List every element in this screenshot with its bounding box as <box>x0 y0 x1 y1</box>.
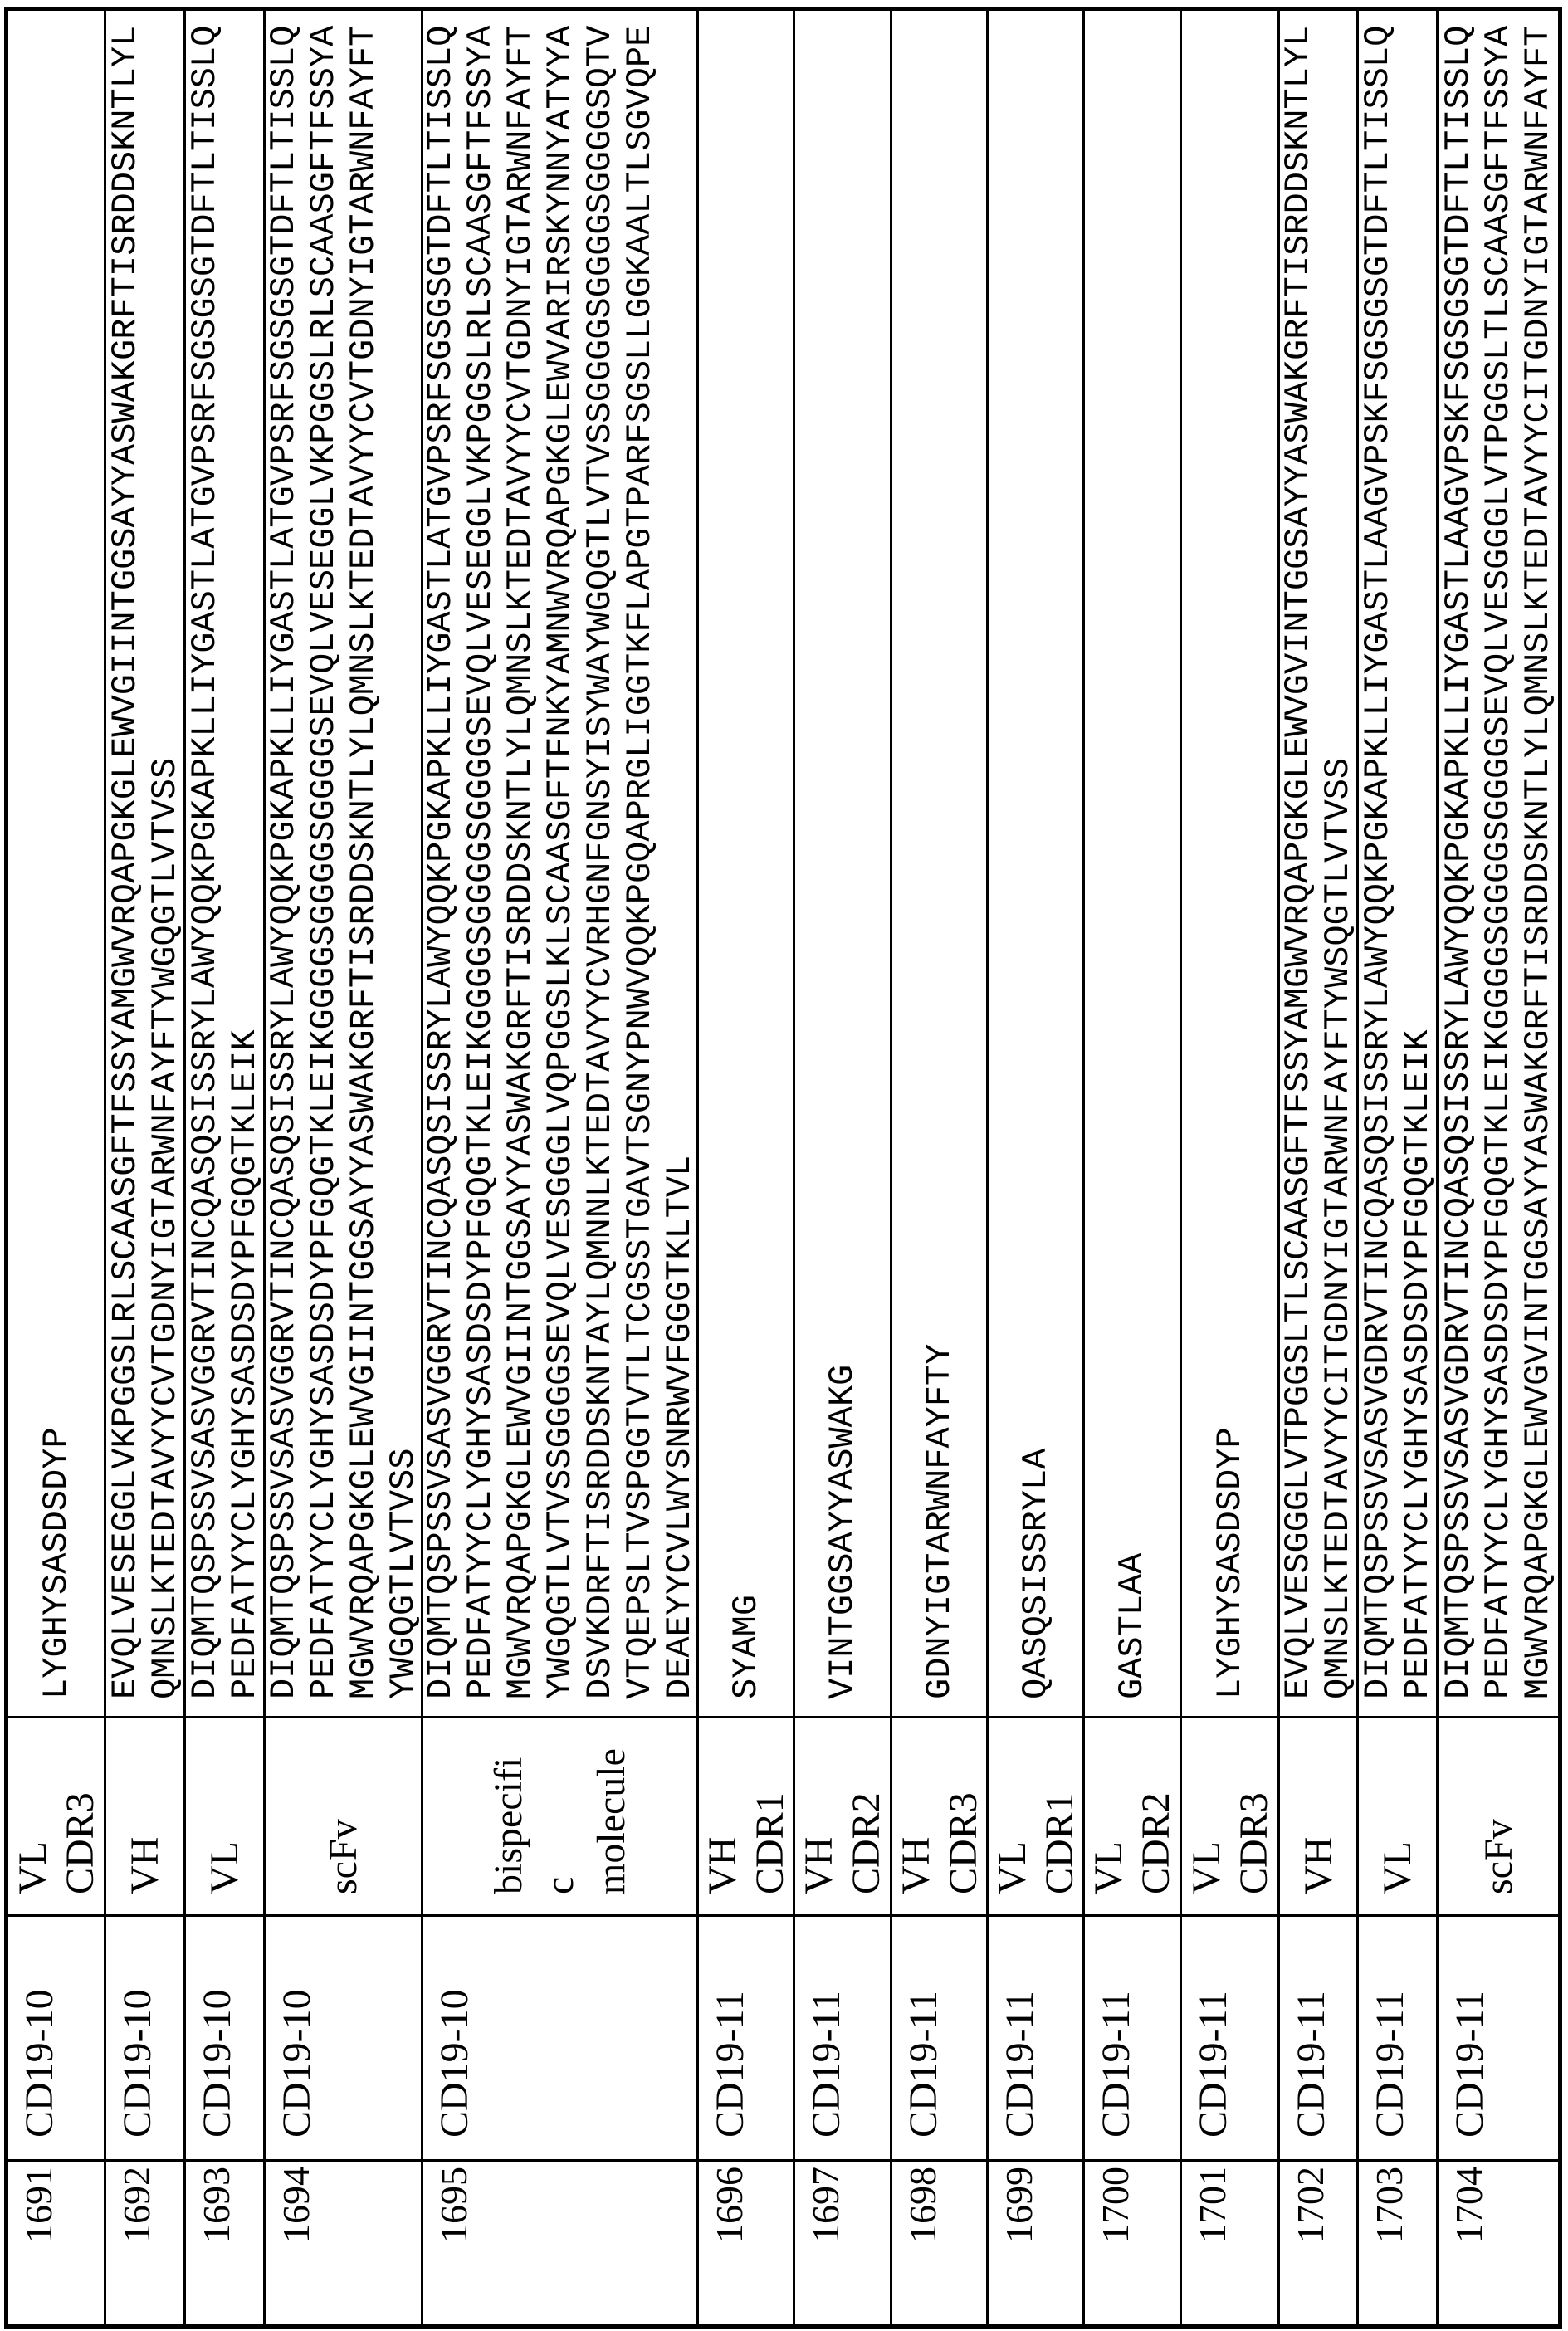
sequence-cell <box>106 11 183 1716</box>
sequence-cell <box>1359 11 1436 1716</box>
region-type-line: CDR2 <box>843 1718 890 1894</box>
region-type-cell <box>186 1716 263 1914</box>
region-type-cell <box>989 1716 1082 1914</box>
molecule-name-cell: CD19-11 <box>1085 1914 1180 2159</box>
sequence-line: MGWVRQAPGKGLEWVGIINTGGSAYYASWAKGRFTISRDDSKNTLYLQMNSLKTEDTAVYYCVTGDNYIGTARWNFAYFT <box>501 11 540 1699</box>
sequence-line: LYGHYSASDSDYP <box>37 11 76 1699</box>
sequence-line: DIQMTQSPSSVSASVGDRVTINCQASQSISSRYLAWYQQKPGKAPKLLIYGASTLAAGVPSKFSGSGSGTDFTLTISSLQ <box>1439 11 1478 1699</box>
region-type-cell <box>1085 1716 1180 1914</box>
sequence-cell <box>892 11 986 1716</box>
table-row <box>8 11 106 2324</box>
region-type-line: CDR3 <box>1230 1718 1277 1894</box>
table-row <box>1182 11 1280 2324</box>
region-type-line: VL <box>9 1718 56 1894</box>
molecule-name-cell: CD19-10 <box>8 1914 104 2159</box>
sequence-cell <box>1280 11 1356 1716</box>
table-row <box>266 11 423 2324</box>
seq-id-cell: 1694 <box>266 2159 421 2324</box>
region-type-line: scFv <box>1475 1718 1522 1894</box>
molecule-name-cell: CD19-11 <box>989 1914 1082 2159</box>
region-type-cell <box>1280 1716 1356 1914</box>
sequence-table <box>8 11 1558 2324</box>
sequence-line: PEDFATYYCLYGHYSASDSDYPFGQGTKLEIKGGGGSGGGGSGGGGSEVQLVESEGGLVKPGGSLRLSCAASGFTFSSYA <box>304 11 344 1699</box>
seq-id-cell: 1700 <box>1085 2159 1180 2324</box>
table-row <box>1359 11 1439 2324</box>
region-type-line: VL <box>1183 1718 1230 1894</box>
seq-id-cell: 1698 <box>892 2159 986 2324</box>
molecule-name-cell: CD19-11 <box>892 1914 986 2159</box>
region-type-line: CDR1 <box>1036 1718 1083 1894</box>
sequence-line: DEAEYYCVLWYSNRWVFGGGTKLTVL <box>660 11 700 1699</box>
sequence-line: GASTLAA <box>1112 11 1152 1699</box>
region-type-line: CDR3 <box>940 1718 987 1894</box>
region-type-line: VL <box>201 1718 248 1894</box>
sequence-line: VTQEPSLTVSPGGTVTLTCGSSTGAVTSGNYPNWVQQKPGQAPRGLIGGTKFLAPGTPARFSGSLLGGKAALTLSGVQPE <box>620 11 660 1699</box>
molecule-name-cell: CD19-10 <box>423 1914 696 2159</box>
sequence-line: QMNSLKTEDTAVYYCITGDNYIGTARWNFAYFTYWSQGTLVTVSS <box>1318 11 1358 1699</box>
seq-id-cell: 1703 <box>1359 2159 1436 2324</box>
molecule-name-cell: CD19-11 <box>699 1914 793 2159</box>
region-type-cell <box>1359 1716 1436 1914</box>
table-row <box>1280 11 1359 2324</box>
table-row <box>795 11 892 2324</box>
seq-id-cell: 1702 <box>1280 2159 1356 2324</box>
molecule-name-cell: CD19-11 <box>1439 1914 1558 2159</box>
molecule-name-cell: CD19-11 <box>1280 1914 1356 2159</box>
seq-id-cell: 1693 <box>186 2159 263 2324</box>
rotated-page <box>0 0 1568 2331</box>
sequence-line: DSVKDRFTISRDDSKNTAYLQMNNLKTEDTAVYYCVRHGNFGNSYISYWAYWGQGTLVTVSSGGGGSGGGGSGGGGSQTV <box>580 11 620 1699</box>
region-type-line: bispecifi <box>483 1718 535 1894</box>
table-row <box>1439 11 1558 2324</box>
region-type-line: VL <box>989 1718 1036 1894</box>
sequence-cell <box>186 11 263 1716</box>
table-row <box>106 11 186 2324</box>
region-type-cell <box>266 1716 421 1914</box>
sequence-line: EVQLVESGGGLVTPGGSLTLSCAASGFTFSSYAMGWVRQAPGKGLEWVGVINTGGSAYYASWAKGRFTISRDDSKNTLYL <box>1278 11 1318 1699</box>
table-row <box>892 11 989 2324</box>
region-type-line: c <box>535 1718 586 1894</box>
molecule-name-cell: CD19-10 <box>186 1914 263 2159</box>
sequence-cell <box>989 11 1082 1716</box>
table-row <box>989 11 1085 2324</box>
sequence-cell <box>1182 11 1277 1716</box>
sequence-line: YWGQGTLVTVSSGGGGSEVQLVESGGGLVQPGGSLKLSCAASGFTFNKYAMNWVRQAPGKGLEWVARIRSKYNNYATYYA <box>540 11 580 1699</box>
region-type-line: VH <box>121 1718 169 1894</box>
seq-id-cell: 1691 <box>8 2159 104 2324</box>
region-type-line: CDR3 <box>56 1718 104 1894</box>
sequence-line: YWGQGTLVTVSS <box>383 11 423 1699</box>
sequence-cell <box>266 11 421 1716</box>
seq-id-cell: 1699 <box>989 2159 1082 2324</box>
sequence-line: DIQMTQSPSSVSASVGGRVTINCQASQSISSRYLAWYQQKPGKAPKLLIYGASTLATGVPSRFSGSGSGTDFTLTISSLQ <box>264 11 304 1699</box>
region-type-cell <box>1439 1716 1558 1914</box>
region-type-line: scFv <box>320 1718 367 1894</box>
seq-id-cell: 1695 <box>423 2159 696 2324</box>
sequence-line: PEDFATYYCLYGHYSASDSDYPFGQGTKLEIK <box>225 11 265 1699</box>
table-row <box>699 11 795 2324</box>
molecule-name-cell: CD19-10 <box>106 1914 183 2159</box>
region-type-line: VL <box>1374 1718 1421 1894</box>
sequence-cell <box>795 11 890 1716</box>
sequence-line: DIQMTQSPSSVSASVGDRVTINCQASQSISSRYLAWYQQKPGKAPKLLIYGASTLAAGVPSKFSGSGSGTDFTLTISSLQ <box>1358 11 1398 1699</box>
sequence-line: SYAMG <box>726 11 766 1699</box>
sequence-line: PEDFATYYCLYGHYSASDSDYPFGQGTKLEIKGGGGSGGGGSGGGGSEVQLVESGGGLVTPGGSLTLSCAASGFTFSSYA <box>1478 11 1518 1699</box>
region-type-cell <box>795 1716 890 1914</box>
region-type-cell <box>1182 1716 1277 1914</box>
table-row <box>186 11 266 2324</box>
sequence-cell <box>423 11 696 1716</box>
region-type-cell <box>423 1716 696 1914</box>
sequence-line: PEDFATYYCLYGHYSASDSDYPFGQGTKLEIKGGGGSGGGGSGGGGSEVQLVESEGGLVKPGGSLRLSCAASGFTFSSYA <box>461 11 501 1699</box>
molecule-name-cell: CD19-11 <box>795 1914 890 2159</box>
table-row <box>1085 11 1182 2324</box>
sequence-cell <box>699 11 793 1716</box>
seq-id-cell: 1701 <box>1182 2159 1277 2324</box>
region-type-line: CDR1 <box>746 1718 794 1894</box>
sequence-line: QASQSISSRYLA <box>1016 11 1056 1699</box>
sequence-line: GDNYIGTARWNFAYFTY <box>920 11 960 1699</box>
seq-id-cell: 1704 <box>1439 2159 1558 2324</box>
sequence-cell <box>1085 11 1180 1716</box>
region-type-line: VL <box>1085 1718 1132 1894</box>
molecule-name-cell: CD19-11 <box>1182 1914 1277 2159</box>
sequence-line: DIQMTQSPSSVSASVGGRVTINCQASQSISSRYLAWYQQKPGKAPKLLIYGASTLATGVPSRFSGSGSGTDFTLTISSLQ <box>421 11 461 1699</box>
region-type-line: VH <box>1295 1718 1342 1894</box>
sequence-line: EVQLVESEGGLVKPGGSLRLSCAASGFTFSSYAMGWVRQAPGKGLEWVGIINTGGSAYYASWAKGRFTISRDDSKNTLYL <box>105 11 145 1699</box>
region-type-cell <box>8 1716 104 1914</box>
region-type-cell <box>106 1716 183 1914</box>
sequence-cell <box>1439 11 1558 1716</box>
region-type-cell <box>892 1716 986 1914</box>
seq-id-cell: 1697 <box>795 2159 890 2324</box>
region-type-line: VH <box>892 1718 940 1894</box>
sequence-line: PEDFATYYCLYGHYSASDSDYPFGQGTKLEIK <box>1398 11 1438 1699</box>
region-type-line: molecule <box>586 1718 637 1894</box>
region-type-line: VH <box>699 1718 746 1894</box>
sequence-line: VINTGGSAYYASWAKG <box>823 11 862 1699</box>
region-type-line: VH <box>795 1718 843 1894</box>
region-type-line: CDR2 <box>1132 1718 1180 1894</box>
seq-id-cell: 1696 <box>699 2159 793 2324</box>
sequence-cell <box>8 11 104 1716</box>
sequence-line: MGWVRQAPGKGLEWVGIINTGGSAYYASWAKGRFTISRDDSKNTLYLQMNSLKTEDTAVYYCVTGDNYIGTARWNFAYFT <box>344 11 383 1699</box>
sequence-line: DIQMTQSPSSVSASVGGRVTINCQASQSISSRYLAWYQQKPGKAPKLLIYGASTLATGVPSRFSGSGSGTDFTLTISSLQ <box>185 11 225 1699</box>
molecule-name-cell: CD19-10 <box>266 1914 421 2159</box>
table-row <box>423 11 699 2324</box>
sequence-line: MGWVRQAPGKGLEWVGVINTGGSAYYASWAKGRFTISRDDSKNTLYLQMNSLKTEDTAVYYCITGDNYIGTARWNFAYFT <box>1518 11 1558 1699</box>
seq-id-cell: 1692 <box>106 2159 183 2324</box>
region-type-cell <box>699 1716 793 1914</box>
molecule-name-cell: CD19-11 <box>1359 1914 1436 2159</box>
sequence-line: QMNSLKTEDTAVYYCVTGDNYIGTARWNFAYFTYWGQGTLVTVSS <box>145 11 185 1699</box>
sequence-line: LYGHYSASDSDYP <box>1210 11 1250 1699</box>
